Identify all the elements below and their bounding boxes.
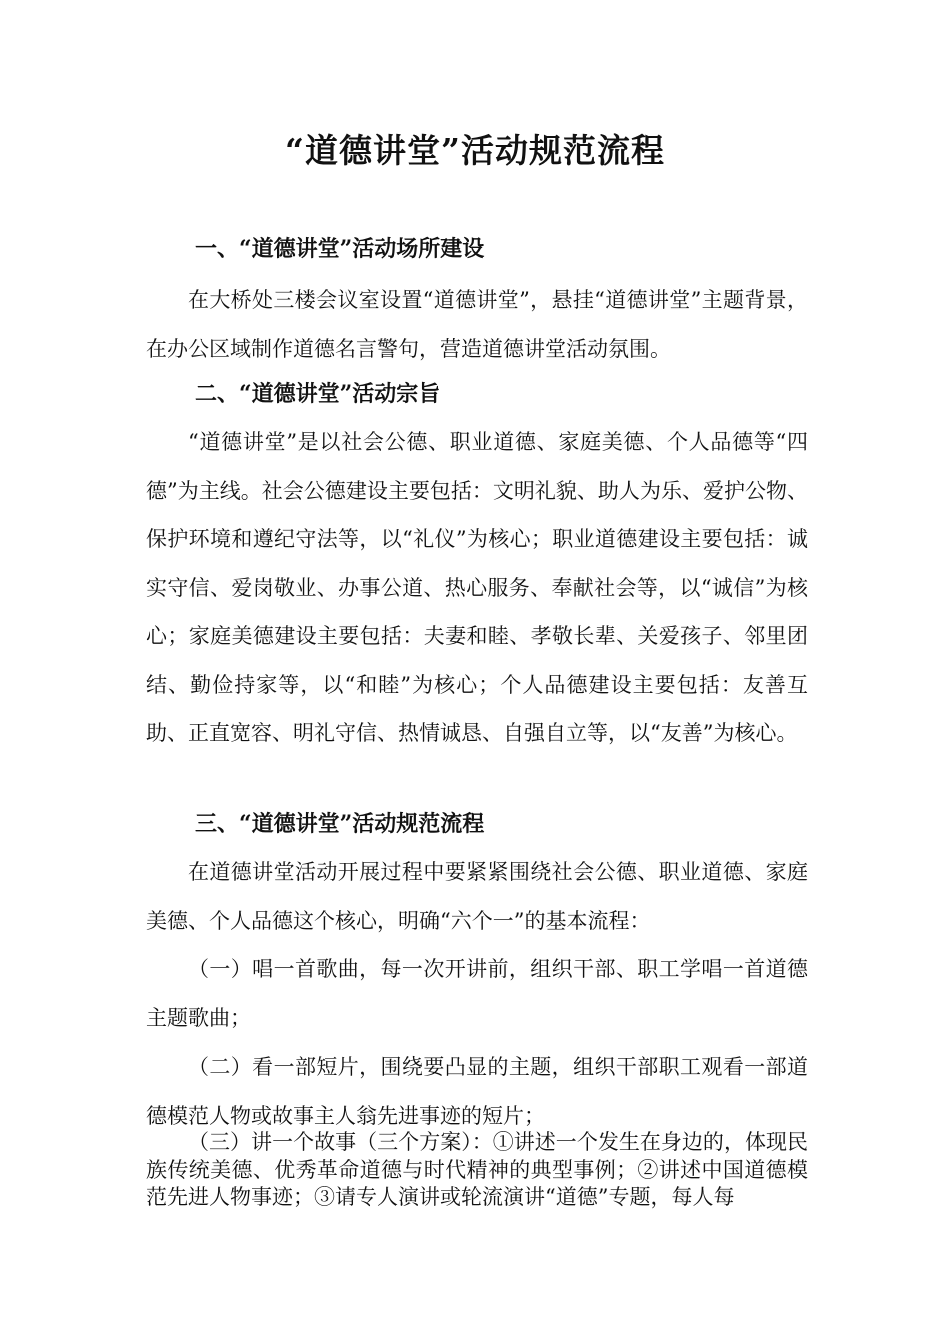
section-3-item-3: （三）讲一个故事（三个方案）：①讲述一个发生在身边的，体现民族传统美德、优秀革命道德与时代精神的典型事例；②讲述中国道德模范先进人物事迹；③请专人演讲或轮流演讲“道德”专题，每人每	[146, 1130, 808, 1209]
section-1-paragraph-1: 在大桥处三楼会议室设置“道德讲堂”，悬挂“道德讲堂”主题背景，在办公区域制作道德名言警句，营造道德讲堂活动氛围。	[146, 288, 808, 361]
section-3-item-1: （一）唱一首歌曲，每一次开讲前，组织干部、职工学唱一首道德主题歌曲；	[146, 957, 808, 1030]
section-3-item-2: （二）看一部短片，围绕要凸显的主题，组织干部职工观看一部道德模范人物或故事主人翁先进事迹的短片；	[146, 1055, 808, 1128]
section-2-paragraph-1: “道德讲堂”是以社会公德、职业道德、家庭美德、个人品德等“四德”为主线。社会公德建设主要包括：文明礼貌、助人为乐、爱护公物、保护环境和遵纪守法等，以“礼仪”为核心；职业道德建设主要包括：诚实守信、爱岗敬业、办事公道、热心服务、奉献社会等，以“诚信”为核心；家庭美德建设主要包括：夫妻和睦、孝敬长辈、关爱孩子、邻里团结、勤俭持家等，以“和睦”为核心；个人品德建设主要包括：友善互助、正直宽容、明礼守信、热情诚恳、自强自立等，以“友善”为核心。	[146, 430, 808, 745]
section-heading-3: 三、“道德讲堂”活动规范流程	[195, 811, 485, 837]
section-heading-2: 二、“道德讲堂”活动宗旨	[195, 381, 441, 407]
section-heading-1: 一、“道德讲堂”活动场所建设	[195, 236, 485, 262]
section-3-paragraph-1: 在道德讲堂活动开展过程中要紧紧围绕社会公德、职业道德、家庭美德、个人品德这个核心，明确“六个一”的基本流程：	[146, 860, 808, 933]
document-title: “道德讲堂”活动规范流程	[285, 131, 665, 170]
